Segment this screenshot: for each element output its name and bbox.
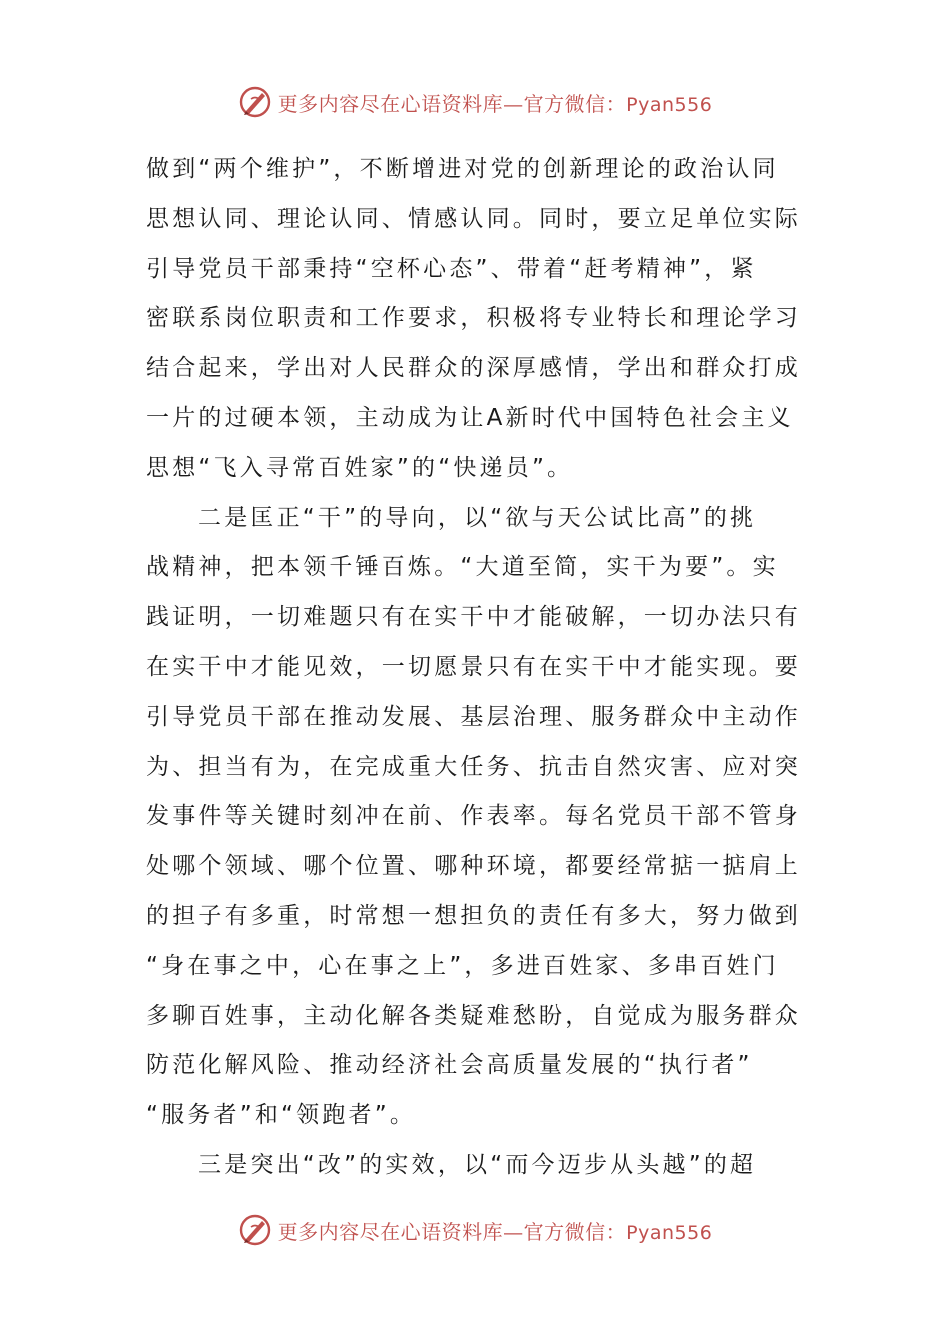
body-line: 一片的过硬本领，主动成为让A新时代中国特色社会主义 [146,404,794,431]
body-line: 践证明，一切难题只有在实干中才能破解，一切办法只有 [146,604,801,631]
footer-banner [0,1210,950,1250]
header-wechat-id: Pyan556 [626,93,713,116]
paragraph-start-line: 二是匡正“干”的导向，以“欲与天公试比高”的挑 [198,504,757,531]
body-line: 的担子有多重，时常想一想担负的责任有多大，努力做到 [146,902,801,929]
paragraph-start-line: 三是突出“改”的实效，以“而今迈步从头越”的超 [198,1151,757,1178]
body-line: 在实干中才能见效，一切愿景只有在实干中才能实现。要 [146,653,801,680]
document-body [146,145,808,1191]
body-line: 引导党员干部在推动发展、基层治理、服务群众中主动作 [146,703,801,730]
pen-logo-icon [238,85,272,119]
body-line: 多聊百姓事，主动化解各类疑难愁盼，自觉成为服务群众 [146,1002,801,1029]
body-line: 密联系岗位职责和工作要求，积极将专业特长和理论学习 [146,305,801,332]
pen-logo-icon [238,1213,272,1247]
header-brand-text: 更多内容尽在心语资料库—官方微信：Pyan556 [277,91,713,116]
body-line: 引导党员干部秉持“空杯心态”、带着“赶考精神”，紧 [146,255,757,282]
body-line: 发事件等关键时刻冲在前、作表率。每名党员干部不管身 [146,803,801,830]
body-line: 处哪个领域、哪个位置、哪种环境，都要经常掂一掂肩上 [146,853,801,880]
body-line: “身在事之中，心在事之上”，多进百姓家、多串百姓门 [146,952,779,979]
body-line: 思想“飞入寻常百姓家”的“快递员”。 [146,454,574,481]
body-line: 防范化解风险、推动经济社会高质量发展的“执行者” [146,1052,753,1079]
body-line: 思想认同、理论认同、情感认同。同时，要立足单位实际 [146,205,801,232]
body-line: “服务者”和“领跑者”。 [146,1102,417,1129]
header-banner [0,82,950,122]
footer-brand-text: 更多内容尽在心语资料库—官方微信：Pyan556 [277,1219,713,1244]
body-line: 为、担当有为，在完成重大任务、抗击自然灾害、应对突 [146,753,801,780]
footer-wechat-id: Pyan556 [626,1221,713,1244]
body-line: 结合起来，学出对人民群众的深厚感情，学出和群众打成 [146,355,801,382]
body-line: 战精神，把本领千锤百炼。“大道至简，实干为要”。实 [146,554,779,581]
body-line: 做到“两个维护”，不断增进对党的创新理论的政治认同 [146,156,779,182]
